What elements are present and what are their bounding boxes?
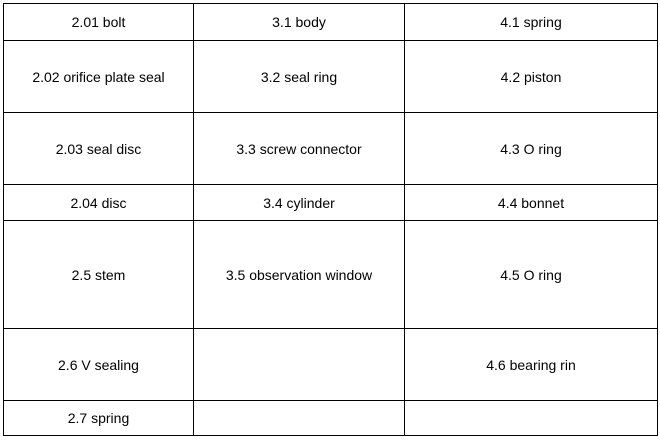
table-cell: 4.3 O ring [405,113,658,185]
table-cell: 4.4 bonnet [405,185,658,221]
table-row [4,401,658,436]
table-cell: 2.03 seal disc [4,113,194,185]
table-cell: 4.2 piston [405,41,658,113]
table-cell: 2.01 bolt [4,4,194,41]
parts-list-table [3,3,658,436]
table-cell: 2.5 stem [4,221,194,329]
table-cell: 2.6 V sealing [4,329,194,401]
table-cell: 3.2 seal ring [194,41,405,113]
table-cell: 4.6 bearing rin [405,329,658,401]
table-cell: 4.1 spring [405,4,658,41]
table-row [4,4,658,41]
table-cell: 2.7 spring [4,401,194,436]
table-row [4,185,658,221]
table-row [4,41,658,113]
table-row [4,329,658,401]
table-cell [194,329,405,401]
table-cell: 2.04 disc [4,185,194,221]
table-cell [194,401,405,436]
table-cell: 2.02 orifice plate seal [4,41,194,113]
table-cell: 3.4 cylinder [194,185,405,221]
table-row [4,221,658,329]
table-cell: 4.5 O ring [405,221,658,329]
table-cell [405,401,658,436]
table-cell: 3.5 observation window [194,221,405,329]
table-cell: 3.3 screw connector [194,113,405,185]
table-row [4,113,658,185]
table-cell: 3.1 body [194,4,405,41]
